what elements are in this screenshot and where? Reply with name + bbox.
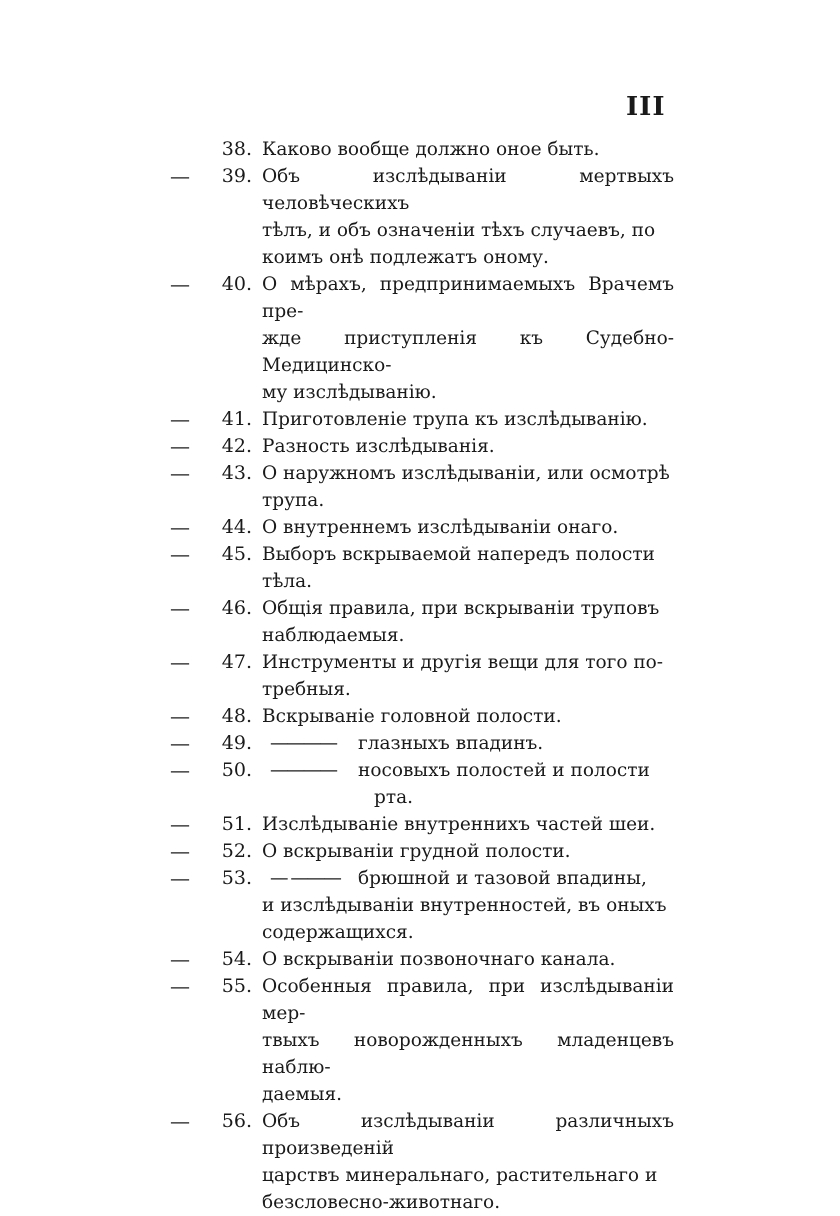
- entry-title: [262, 946, 674, 973]
- entry-title: [262, 433, 674, 460]
- entry-title: [262, 973, 674, 1108]
- entry-number: 50.: [221, 759, 252, 781]
- entry-dash: —: [170, 866, 190, 890]
- entry-title-line: твыхъ новорожденныхъ младенцевъ наблю-: [262, 1030, 674, 1078]
- entry-dash: —: [170, 947, 190, 971]
- entry-number: 38.: [221, 138, 252, 160]
- entry-title-line: [270, 757, 674, 784]
- entry-number: 40.: [221, 273, 252, 295]
- entry-dash: —: [170, 407, 190, 431]
- toc-entry: [0, 811, 840, 838]
- entry-title-line: Объ изслѣдываніи различныхъ произведеній: [262, 1111, 674, 1159]
- entry-title-line: наблюдаемыя.: [262, 625, 405, 646]
- toc-entry: [0, 136, 840, 163]
- toc-entry: [0, 649, 840, 703]
- entry-title-line: коимъ онѣ подлежатъ оному.: [262, 247, 549, 268]
- entry-title-line: О наружномъ изслѣдываніи, или осмотрѣ: [262, 463, 670, 484]
- entry-number: 48.: [221, 705, 252, 727]
- entry-dash: —: [170, 596, 190, 620]
- entry-number: 47.: [221, 651, 252, 673]
- entry-title-line: Вскрываніе головной полости.: [262, 706, 562, 727]
- entry-dash: —: [170, 164, 190, 188]
- entry-title-text: носовыхъ полостей и полости: [358, 760, 650, 781]
- entry-title: [262, 460, 674, 514]
- entry-title: [262, 514, 674, 541]
- toc-entry: [0, 865, 840, 946]
- entry-dash: —: [170, 704, 190, 728]
- entry-title-line: царствъ минеральнаго, растительнаго и: [262, 1165, 658, 1186]
- entry-dash: —: [170, 461, 190, 485]
- entry-number: 42.: [221, 435, 252, 457]
- entry-number: 55.: [221, 975, 252, 997]
- toc-entry: [0, 973, 840, 1108]
- toc-entry: [0, 406, 840, 433]
- entry-title: [262, 406, 674, 433]
- toc-entry: [0, 163, 840, 271]
- entry-number: 56.: [221, 1110, 252, 1132]
- entry-number: 52.: [221, 840, 252, 862]
- entry-title-line: содержащихся.: [262, 922, 414, 943]
- entry-title-line: Изслѣдываніе внутреннихъ частей шеи.: [262, 814, 656, 835]
- entry-title-line: Особенныя правила, при изслѣдываніи мер-: [262, 976, 674, 1024]
- entry-number: 51.: [221, 813, 252, 835]
- entry-title: [262, 811, 674, 838]
- entry-title-line: жде приступленія къ Судебно-Медицинско-: [262, 328, 674, 376]
- entry-title-line: Разность изслѣдыванія.: [262, 436, 495, 457]
- toc-entry: [0, 541, 840, 595]
- entry-number: 45.: [221, 543, 252, 565]
- entry-number: 49.: [221, 732, 252, 754]
- entry-number: 43.: [221, 462, 252, 484]
- entry-title-line: тѣла.: [262, 571, 313, 592]
- entry-title-line: безсловесно-животнаго.: [262, 1192, 501, 1213]
- entry-dash: —: [170, 434, 190, 458]
- entry-title-line: О мѣрахъ, предпринимаемыхъ Врачемъ пре-: [262, 274, 674, 322]
- entry-title: [262, 136, 674, 163]
- entry-dash: —: [170, 758, 190, 782]
- entry-title-line: му изслѣдыванію.: [262, 382, 437, 403]
- entry-title-line: Выборъ вскрываемой напередъ полости: [262, 544, 655, 565]
- entry-title-line: О внутреннемъ изслѣдываніи онаго.: [262, 517, 619, 538]
- entry-number: 39.: [221, 165, 252, 187]
- entry-dash: —: [170, 272, 190, 296]
- entry-title-line: и изслѣдываніи внутренностей, въ оныхъ: [262, 895, 667, 916]
- entry-title-line: Общія правила, при вскрываніи труповъ: [262, 598, 660, 619]
- entry-title-line: Инструменты и другія вещи для того по-: [262, 652, 664, 673]
- entry-title: [262, 865, 674, 946]
- entry-title-text: брюшной и тазовой впадины,: [358, 868, 647, 889]
- entry-title-line: [270, 865, 674, 892]
- entry-title-line: рта.: [374, 787, 413, 808]
- entry-dash: —: [170, 542, 190, 566]
- entry-dash: —: [170, 839, 190, 863]
- entry-title: [262, 703, 674, 730]
- entry-title: [262, 271, 674, 406]
- toc-entry: [0, 514, 840, 541]
- entry-number: 54.: [221, 948, 252, 970]
- entry-title: [262, 730, 674, 757]
- table-of-contents: [0, 136, 840, 1216]
- entry-dash: —: [170, 515, 190, 539]
- entry-title: [262, 1108, 674, 1216]
- entry-number: 41.: [221, 408, 252, 430]
- entry-number: 53.: [221, 867, 252, 889]
- toc-entry: [0, 757, 840, 811]
- entry-title-line: О вскрываніи позвоночнаго канала.: [262, 949, 616, 970]
- entry-title: [262, 541, 674, 595]
- toc-entry: [0, 460, 840, 514]
- entry-title: [262, 163, 674, 271]
- entry-title-line: требныя.: [262, 679, 351, 700]
- toc-entry: [0, 838, 840, 865]
- entry-title-line: О вскрываніи грудной полости.: [262, 841, 571, 862]
- ditto-mark: ————: [270, 733, 336, 754]
- page-number: III: [626, 92, 666, 122]
- entry-title-text: глазныхъ впадинъ.: [358, 733, 544, 754]
- entry-title: [262, 757, 674, 811]
- toc-entry: [0, 730, 840, 757]
- entry-number: 44.: [221, 516, 252, 538]
- entry-dash: —: [170, 1109, 190, 1133]
- entry-title-line: [270, 730, 674, 757]
- toc-entry: [0, 703, 840, 730]
- toc-entry: [0, 595, 840, 649]
- entry-title-line: даемыя.: [262, 1084, 343, 1105]
- entry-dash: —: [170, 974, 190, 998]
- entry-dash: —: [170, 731, 190, 755]
- entry-dash: —: [170, 812, 190, 836]
- entry-title-line: Каково вообще должно оное быть.: [262, 139, 600, 160]
- entry-title-line: Объ изслѣдываніи мертвыхъ человѣческихъ: [262, 166, 674, 214]
- ditto-mark: ————: [270, 760, 336, 781]
- entry-title: [262, 595, 674, 649]
- entry-title-line: Приготовленіе трупа къ изслѣдыванію.: [262, 409, 648, 430]
- entry-title-line: тѣлъ, и объ означеніи тѣхъ случаевъ, по: [262, 220, 656, 241]
- entry-dash: —: [170, 650, 190, 674]
- toc-entry: [0, 946, 840, 973]
- ditto-mark: — ———: [270, 868, 340, 889]
- toc-entry: [0, 433, 840, 460]
- entry-title: [262, 649, 674, 703]
- entry-number: 46.: [221, 597, 252, 619]
- toc-entry: [0, 1108, 840, 1216]
- entry-title: [262, 838, 674, 865]
- entry-title-line: трупа.: [262, 490, 325, 511]
- toc-entry: [0, 271, 840, 406]
